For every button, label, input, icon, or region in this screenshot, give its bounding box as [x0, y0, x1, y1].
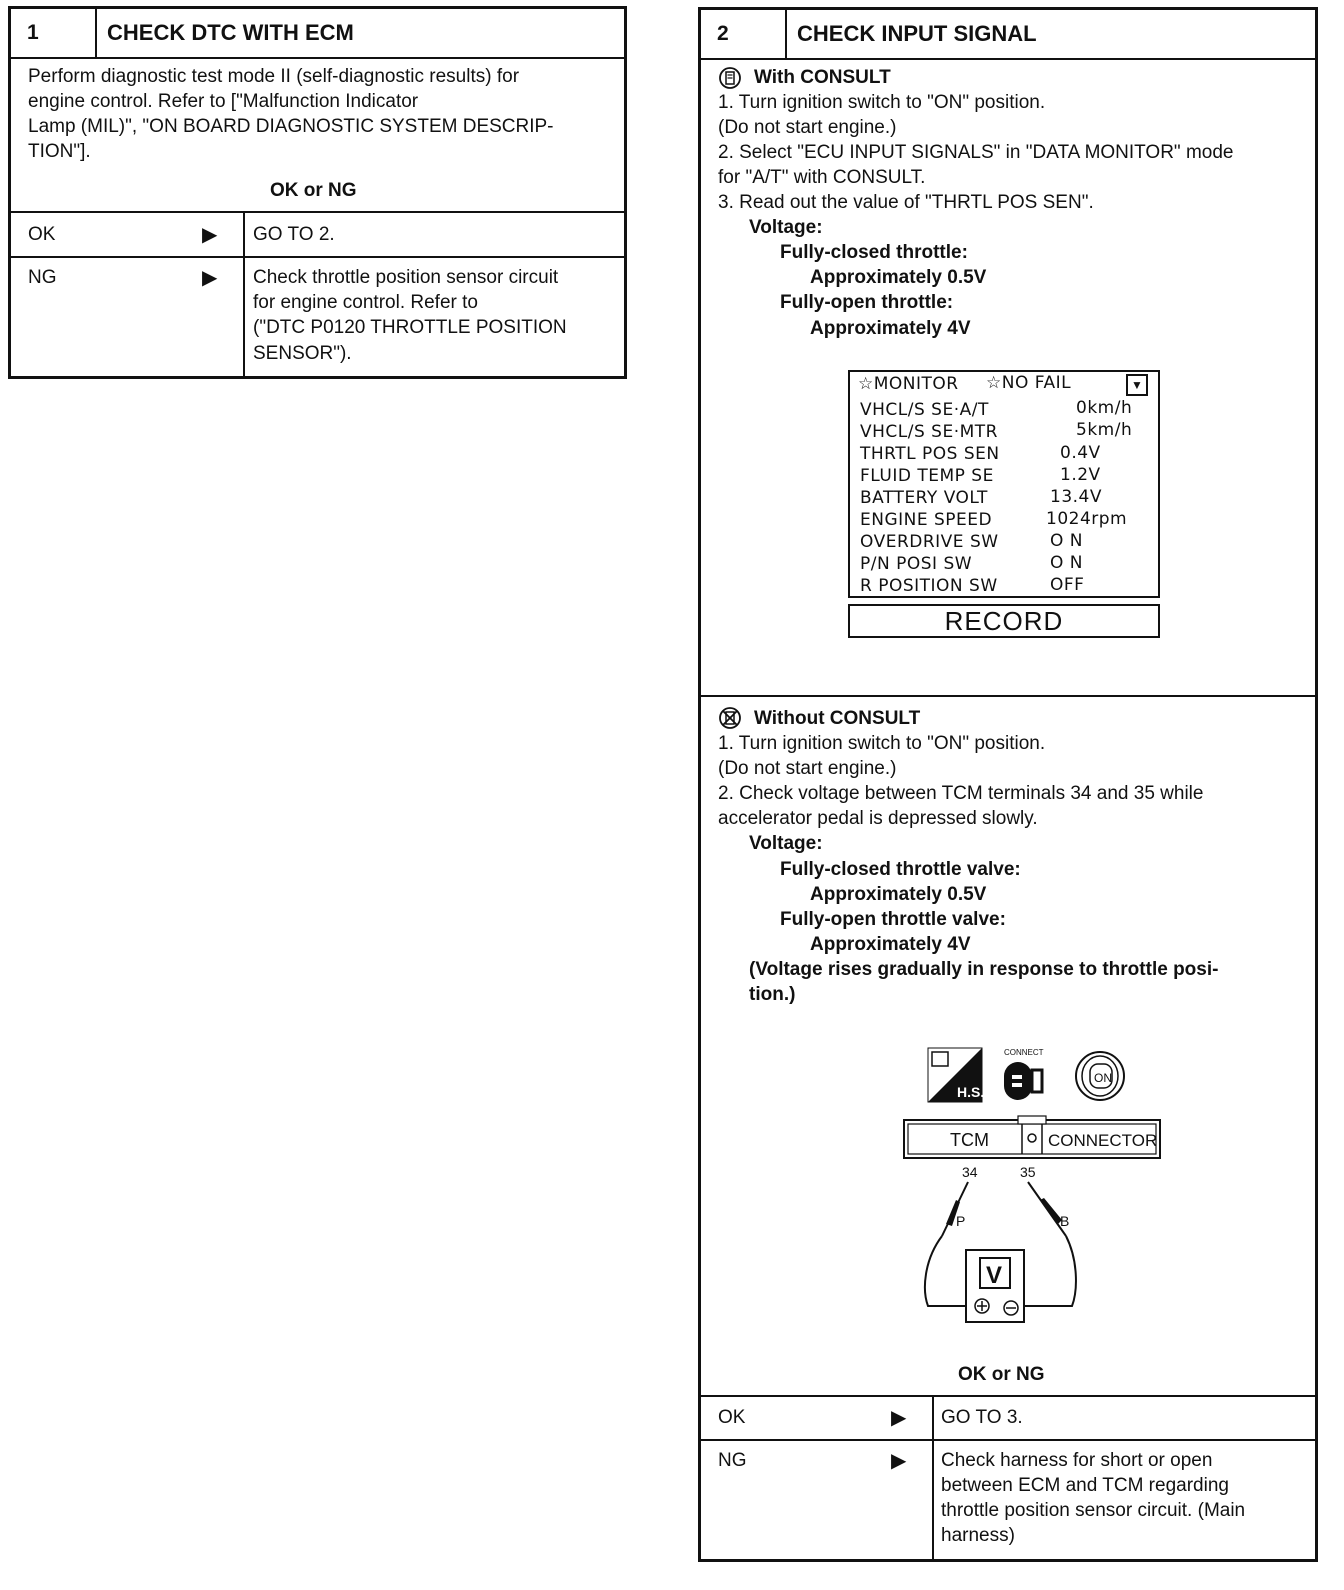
without-consult-voltage-label: Voltage: — [749, 833, 823, 854]
with-consult-voltage-label: Voltage: — [749, 217, 823, 238]
without-consult-heading: Without CONSULT — [754, 708, 921, 729]
monitor-row-name: P/N POSI SW — [860, 554, 973, 574]
monitor-row-value: 13.4V — [1050, 487, 1102, 507]
monitor-row-name: ENGINE SPEED — [860, 510, 993, 530]
step1-column-divider — [243, 211, 245, 379]
without-consult-open-label: Fully-open throttle valve: — [780, 909, 1006, 930]
step1-divider — [8, 256, 627, 258]
without-consult-open-value: Approximately 4V — [810, 934, 971, 955]
without-consult-closed-label: Fully-closed throttle valve: — [780, 859, 1021, 880]
wire-b-label: B — [1060, 1213, 1070, 1229]
terminal-34-label: 34 — [962, 1164, 978, 1180]
step1-ok-label: OK — [28, 224, 56, 245]
connect-icon — [1004, 1048, 1044, 1100]
with-consult-line: (Do not start engine.) — [718, 117, 897, 138]
voltmeter-label: V — [986, 1262, 1003, 1289]
without-consult-note-line: (Voltage rises gradually in response to throttle posi- — [749, 959, 1219, 980]
monitor-row-name: BATTERY VOLT — [860, 488, 988, 508]
hs-label: H.S. — [957, 1084, 985, 1100]
step2-ok-label: OK — [718, 1407, 746, 1428]
monitor-row-value: 0km/h — [1076, 398, 1133, 418]
step1-ng-action-line: SENSOR"). — [253, 343, 352, 364]
step2-number: 2 — [701, 10, 787, 58]
step1-ng-action-line: for engine control. Refer to — [253, 292, 478, 313]
step1-divider — [8, 211, 627, 213]
no-consult-icon — [718, 706, 742, 730]
step1-ng-action-line: Check throttle position sensor circuit — [253, 267, 559, 288]
with-consult-line: 1. Turn ignition switch to "ON" position. — [718, 92, 1046, 113]
terminal-35-label: 35 — [1020, 1164, 1036, 1180]
with-consult-closed-value: Approximately 0.5V — [810, 267, 987, 288]
without-consult-closed-value: Approximately 0.5V — [810, 884, 987, 905]
connect-label: CONNECT — [1004, 1048, 1044, 1057]
step2-ng-label: NG — [718, 1450, 747, 1471]
monitor-row-name: FLUID TEMP SE — [860, 466, 994, 486]
monitor-row-name: R POSITION SW — [860, 576, 998, 596]
monitor-header-left: ☆MONITOR — [858, 374, 959, 394]
step2-divider — [698, 1395, 1318, 1397]
consult-icon — [718, 66, 742, 90]
step2-title: CHECK INPUT SIGNAL — [797, 21, 1037, 46]
step2-column-divider — [932, 1395, 934, 1560]
step2-ng-action-line: Check harness for short or open — [941, 1450, 1213, 1471]
with-consult-line: 2. Select "ECU INPUT SIGNALS" in "DATA MONITOR" mode — [718, 142, 1234, 163]
tcm-label: TCM — [950, 1130, 989, 1150]
step2-ng-action-line: between ECM and TCM regarding — [941, 1475, 1229, 1496]
monitor-row-value: O N — [1050, 531, 1084, 551]
step1-body-line: TION"]. — [28, 141, 91, 162]
monitor-row-name: THRTL POS SEN — [860, 444, 1000, 464]
with-consult-open-value: Approximately 4V — [810, 318, 971, 339]
record-button[interactable]: RECORD — [848, 604, 1160, 638]
monitor-row-value: 0.4V — [1060, 443, 1101, 463]
without-consult-line: (Do not start engine.) — [718, 758, 897, 779]
connector-label: CONNECTOR — [1048, 1131, 1158, 1150]
without-consult-note-line: tion.) — [749, 984, 796, 1005]
monitor-header-right: ☆NO FAIL — [986, 373, 1072, 393]
monitor-row-name: VHCL/S SE·MTR — [860, 422, 998, 442]
step1-ok-arrow-icon: ▶ — [202, 224, 218, 246]
voltmeter-icon — [966, 1250, 1024, 1322]
monitor-row-value: O N — [1050, 553, 1084, 573]
monitor-row-value: 5km/h — [1076, 420, 1133, 440]
with-consult-heading: With CONSULT — [754, 67, 891, 88]
key-on-label: ON — [1094, 1071, 1112, 1085]
without-consult-line: 2. Check voltage between TCM terminals 34 and 35 while — [718, 783, 1204, 804]
ignition-key-icon — [1076, 1052, 1124, 1100]
step2-header — [701, 10, 1315, 60]
step1-number: 1 — [11, 9, 97, 57]
monitor-row-name: OVERDRIVE SW — [860, 532, 999, 552]
monitor-row-value: OFF — [1050, 575, 1085, 595]
step2-section-divider — [698, 695, 1318, 697]
wire-p-label: P — [956, 1213, 966, 1229]
step1-header — [11, 9, 624, 59]
step1-body-line: engine control. Refer to ["Malfunction Indicator — [28, 91, 419, 112]
step1-ok-action: GO TO 2. — [253, 224, 335, 245]
without-consult-line: 1. Turn ignition switch to "ON" position. — [718, 733, 1046, 754]
step2-ng-action-line: throttle position sensor circuit. (Main — [941, 1500, 1246, 1521]
step2-ok-arrow-icon: ▶ — [891, 1407, 907, 1429]
step1-ng-arrow-icon: ▶ — [202, 267, 218, 289]
step1-title: CHECK DTC WITH ECM — [107, 20, 354, 45]
hs-icon — [928, 1048, 984, 1102]
scroll-down-icon[interactable]: ▼ — [1126, 374, 1148, 396]
step2-ok-action: GO TO 3. — [941, 1407, 1023, 1428]
step1-body-line: Perform diagnostic test mode II (self-diagnostic results) for — [28, 66, 520, 87]
monitor-row-value: 1024rpm — [1046, 509, 1128, 529]
step2-ng-arrow-icon: ▶ — [891, 1450, 907, 1472]
with-consult-open-label: Fully-open throttle: — [780, 292, 954, 313]
step1-body-line: Lamp (MIL)", "ON BOARD DIAGNOSTIC SYSTEM DESCRIP- — [28, 116, 554, 137]
step2-ok-ng: OK or NG — [958, 1364, 1045, 1385]
step2-divider — [698, 1439, 1318, 1441]
monitor-row-name: VHCL/S SE·A/T — [860, 400, 989, 420]
with-consult-line: for "A/T" with CONSULT. — [718, 167, 926, 188]
step1-ok-ng: OK or NG — [270, 180, 357, 201]
without-consult-line: accelerator pedal is depressed slowly. — [718, 808, 1038, 829]
step2-ng-action-line: harness) — [941, 1525, 1015, 1546]
with-consult-closed-label: Fully-closed throttle: — [780, 242, 968, 263]
data-monitor-screen — [848, 370, 1160, 598]
step1-ng-label: NG — [28, 267, 57, 288]
monitor-row-value: 1.2V — [1060, 465, 1101, 485]
tcm-voltage-diagram — [898, 1040, 1168, 1330]
step1-ng-action-line: ("DTC P0120 THROTTLE POSITION — [253, 317, 567, 338]
with-consult-line: 3. Read out the value of "THRTL POS SEN". — [718, 192, 1094, 213]
